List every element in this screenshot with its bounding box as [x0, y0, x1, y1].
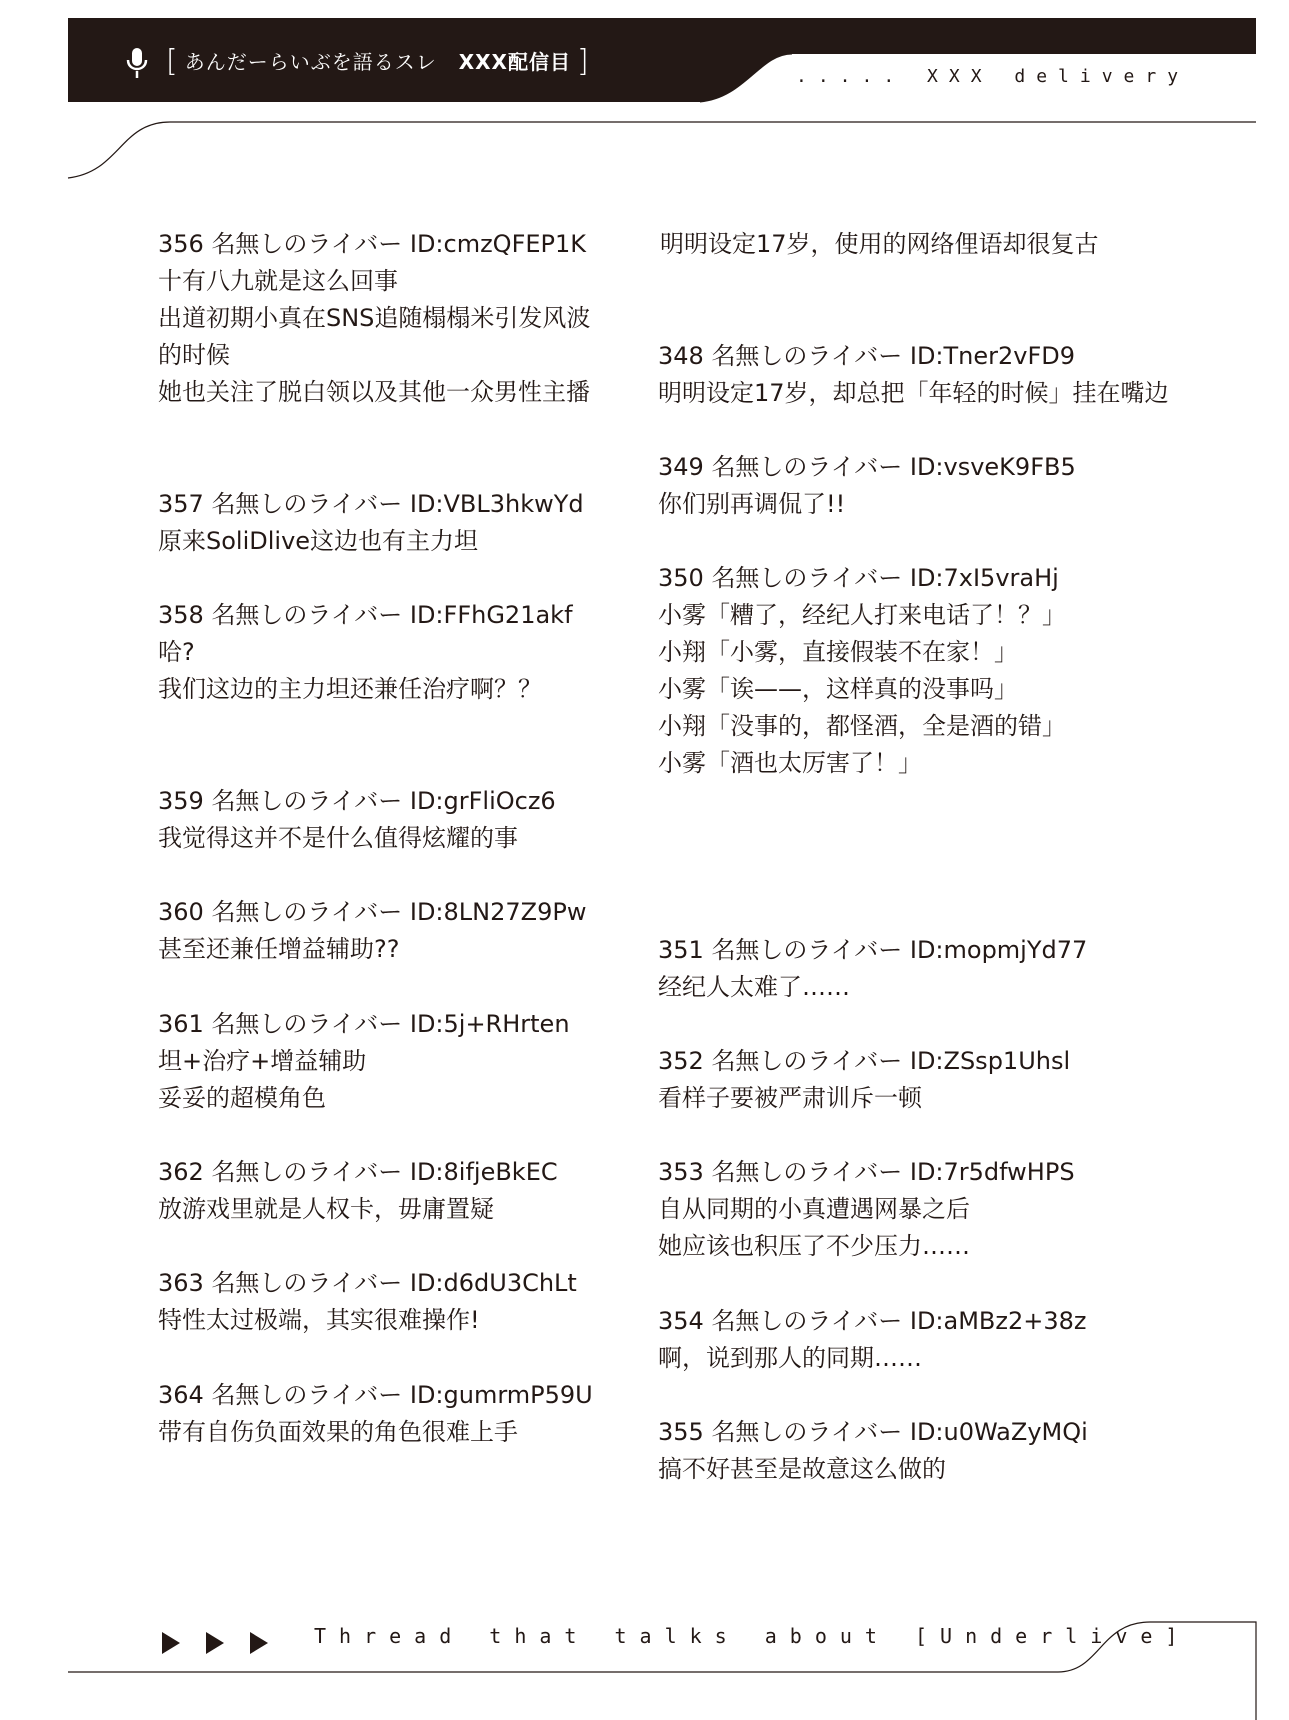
post-line: 的时候 [158, 341, 230, 369]
header-title: [ あんだーらいぶを語るスレ XXX配信目 ] [166, 44, 590, 79]
post-line: 出道初期小真在SNS追随榻榻米引发风波 [158, 304, 591, 332]
post-line: 经纪人太难了…… [658, 973, 850, 1001]
post-351 [658, 932, 1087, 1006]
footer-caption: Thread that talks about [Underlive] [314, 1624, 1191, 1648]
post-349 [658, 449, 1076, 523]
post-line: 她也关注了脱白领以及其他一众男性主播 [158, 378, 590, 406]
post-352 [658, 1043, 1070, 1117]
post-line: 坦+治疗+增益辅助 [158, 1047, 367, 1075]
post-363 [158, 1265, 577, 1339]
post-line: 我觉得这并不是什么值得炫耀的事 [158, 824, 518, 852]
post-364 [158, 1377, 593, 1451]
post-line: 小翔「小雾，直接假装不在家！」 [658, 638, 1018, 666]
post-line: 小翔「没事的，都怪酒，全是酒的错」 [658, 712, 1066, 740]
post-header: 360 名無しのライバー ID:8LN27Z9Pw [158, 898, 587, 926]
post-line: 明明设定17岁，却总把「年轻的时候」挂在嘴边 [658, 379, 1169, 407]
post-line: 你们别再调侃了!! [658, 490, 846, 518]
post-header: 353 名無しのライバー ID:7r5dfwHPS [658, 1158, 1075, 1186]
post-header: 349 名無しのライバー ID:vsveK9FB5 [658, 453, 1076, 481]
post-header: 350 名無しのライバー ID:7xI5vraHj [658, 564, 1059, 592]
post-354 [658, 1303, 1087, 1377]
post-347-continued [660, 226, 1099, 263]
post-355 [658, 1414, 1088, 1488]
post-350 [658, 560, 1066, 782]
delivery-label: ..... XXX delivery [796, 66, 1190, 87]
thread-subtitle: XXX配信目 [458, 50, 571, 74]
header-band [0, 0, 1289, 190]
post-header: 363 名無しのライバー ID:d6dU3ChLt [158, 1269, 577, 1297]
post-line: 甚至还兼任增益辅助?? [158, 935, 400, 963]
post-353 [658, 1154, 1075, 1265]
post-line: 我们这边的主力坦还兼任治疗啊？？ [158, 675, 542, 703]
post-line: 原来SoliDlive这边也有主力坦 [158, 527, 479, 555]
post-line: 带有自伤负面效果的角色很难上手 [158, 1418, 518, 1446]
microphone-icon [124, 46, 150, 80]
post-header: 352 名無しのライバー ID:ZSsp1Uhsl [658, 1047, 1071, 1075]
post-361 [158, 1006, 570, 1117]
thread-title: あんだーらいぶを語るスレ [184, 50, 437, 74]
post-line: 她应该也积压了不少压力…… [658, 1232, 970, 1260]
post-line: 搞不好甚至是故意这么做的 [658, 1455, 946, 1483]
post-360 [158, 894, 586, 968]
post-line: 放游戏里就是人权卡，毋庸置疑 [158, 1195, 494, 1223]
post-line: 特性太过极端，其实很难操作! [158, 1306, 480, 1334]
post-line: 小雾「糟了，经纪人打来电话了！？」 [658, 601, 1066, 629]
post-header: 362 名無しのライバー ID:8ifjeBkEC [158, 1158, 558, 1186]
post-358 [158, 597, 573, 708]
post-header: 348 名無しのライバー ID:Tner2vFD9 [658, 342, 1076, 370]
post-line: 小雾「诶——，这样真的没事吗」 [658, 675, 1018, 703]
post-line: 哈? [158, 638, 195, 666]
post-line: 明明设定17岁，使用的网络俚语却很复古 [660, 230, 1099, 258]
post-359 [158, 783, 556, 857]
post-header: 359 名無しのライバー ID:grFliOcz6 [158, 787, 556, 815]
post-357 [158, 486, 584, 560]
post-line: 妥妥的超模角色 [158, 1084, 326, 1112]
post-line: 小雾「酒也太厉害了！」 [658, 749, 922, 777]
post-header: 357 名無しのライバー ID:VBL3hkwYd [158, 490, 584, 518]
post-header: 361 名無しのライバー ID:5j+RHrten [158, 1010, 570, 1038]
post-header: 355 名無しのライバー ID:u0WaZyMQi [658, 1418, 1088, 1446]
post-line: 啊，说到那人的同期…… [658, 1344, 922, 1372]
post-line: 十有八九就是这么回事 [158, 267, 398, 295]
post-header: 364 名無しのライバー ID:gumrmP59U [158, 1381, 593, 1409]
post-348 [658, 338, 1169, 412]
post-header: 351 名無しのライバー ID:mopmjYd77 [658, 936, 1088, 964]
post-356 [158, 226, 590, 411]
post-362 [158, 1154, 558, 1228]
post-line: 自从同期的小真遭遇网暴之后 [658, 1195, 970, 1223]
post-header: 358 名無しのライバー ID:FFhG21akf [158, 601, 573, 629]
post-header: 356 名無しのライバー ID:cmzQFEP1K [158, 230, 587, 258]
post-line: 看样子要被严肃训斥一顿 [658, 1084, 922, 1112]
footer-rule [0, 1590, 1289, 1720]
post-header: 354 名無しのライバー ID:aMBz2+38z [658, 1307, 1087, 1335]
